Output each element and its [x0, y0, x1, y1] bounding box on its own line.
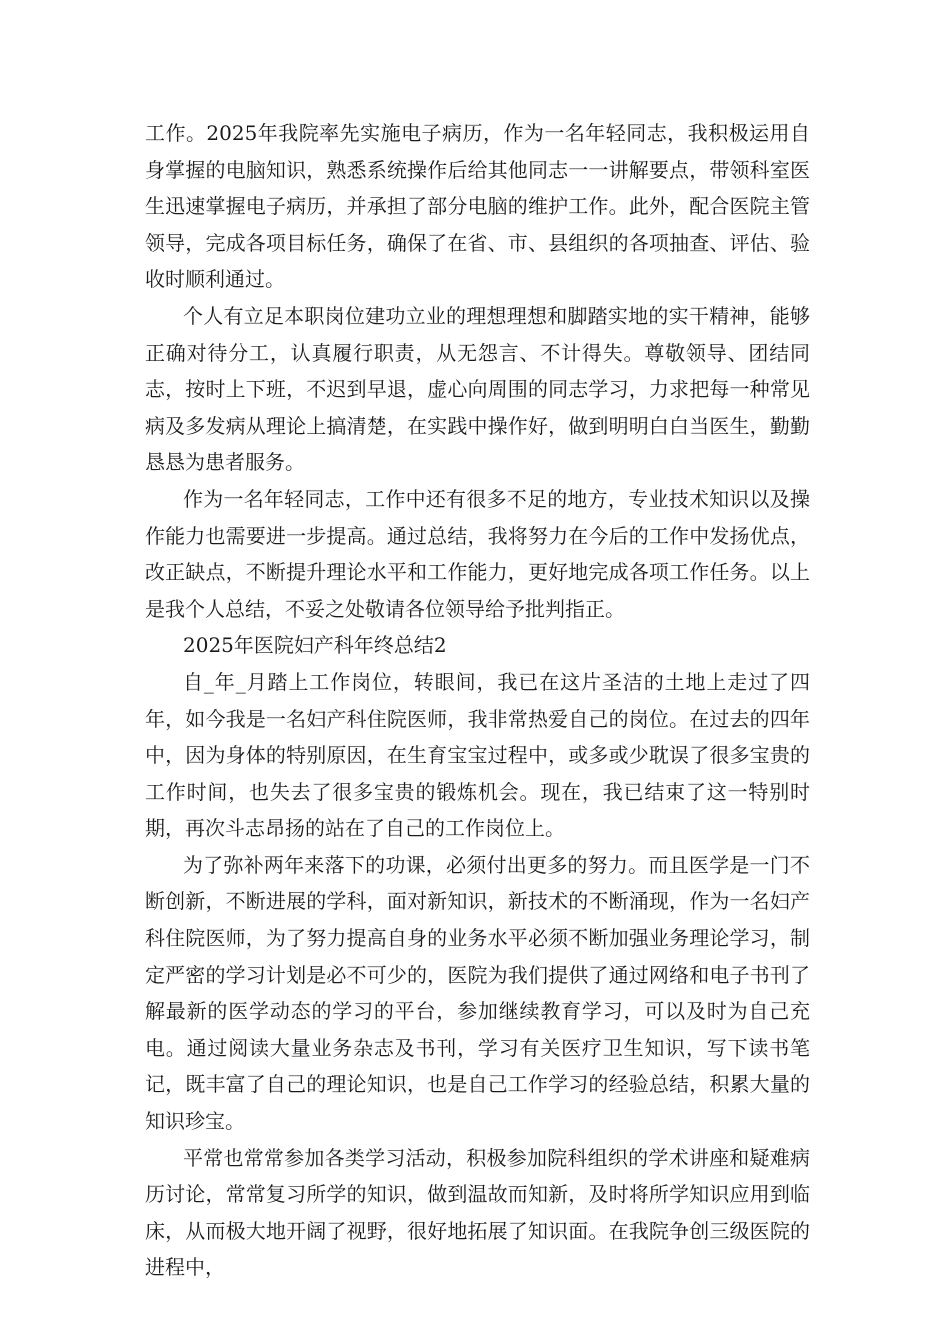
paragraph-career-start: 自_年_月踏上工作岗位，转眼间，我已在这片圣洁的土地上走过了四年，如今我是一名妇产科住院医师，我非常热爱自己的岗位。在过去的四年中，因为身体的特别原因，在生育宝宝过程中，或多或少耽误了很多宝贵的工作时间，也失去了很多宝贵的锻炼机会。现在，我已结束了这一特别时期，再次斗志昂扬的站在了自己的工作岗位上。: [145, 669, 810, 841]
paragraph-activities: 平常也常常参加各类学习活动，积极参加院科组织的学术讲座和疑难病历讨论，常常复习所学的知识，做到温故而知新，及时将所学知识应用到临床，从而极大地开阔了视野，很好地拓展了知识面。在我院争创三级医院的进程中，: [145, 1145, 810, 1280]
paragraph-personal-attitude: 个人有立足本职岗位建功立业的理想理想和脚踏实地的实干精神，能够正确对待分工，认真履行职责，从无怨言、不计得失。尊敬领导、团结同志，按时上下班，不迟到早退，虚心向周围的同志学习，力求把每一种常见病及多发病从理论上搞清楚，在实践中操作好，做到明明白白当医生，勤勤恳恳为患者服务。: [145, 303, 810, 475]
document-body: [145, 115, 810, 1286]
paragraph-continued: 工作。2025年我院率先实施电子病历，作为一名年轻同志，我积极运用自身掌握的电脑知识，熟悉系统操作后给其他同志一一讲解要点，带领科室医生迅速掌握电子病历，并承担了部分电脑的维护工作。此外，配合医院主管领导，完成各项目标任务，确保了在省、市、县组织的各项抽查、评估、验收时顺利通过。: [145, 121, 810, 292]
paragraph-shortcomings: 作为一名年轻同志，工作中还有很多不足的地方，专业技术知识以及操作能力也需要进一步提高。通过总结，我将努力在今后的工作中发扬优点，改正缺点，不断提升理论水平和工作能力，更好地完成各项工作任务。以上是我个人总结，不妥之处敬请各位领导给予批判指正。: [145, 486, 810, 621]
section-heading: 2025年医院妇产科年终总结2: [183, 633, 447, 658]
paragraph-learning: 为了弥补两年来落下的功课，必须付出更多的努力。而且医学是一门不断创新，不断进展的学科，面对新知识，新技术的不断涌现，作为一名妇产科住院医师，为了努力提高自身的业务水平必须不断加强业务理论学习，制定严密的学习计划是必不可少的，医院为我们提供了通过网络和电子书刊了解最新的医学动态的学习的平台，参加继续教育学习，可以及时为自己充电。通过阅读大量业务杂志及书刊，学习有关医疗卫生知识，写下读书笔记，既丰富了自己的理论知识，也是自己工作学习的经验总结，积累大量的知识珍宝。: [145, 852, 810, 1134]
